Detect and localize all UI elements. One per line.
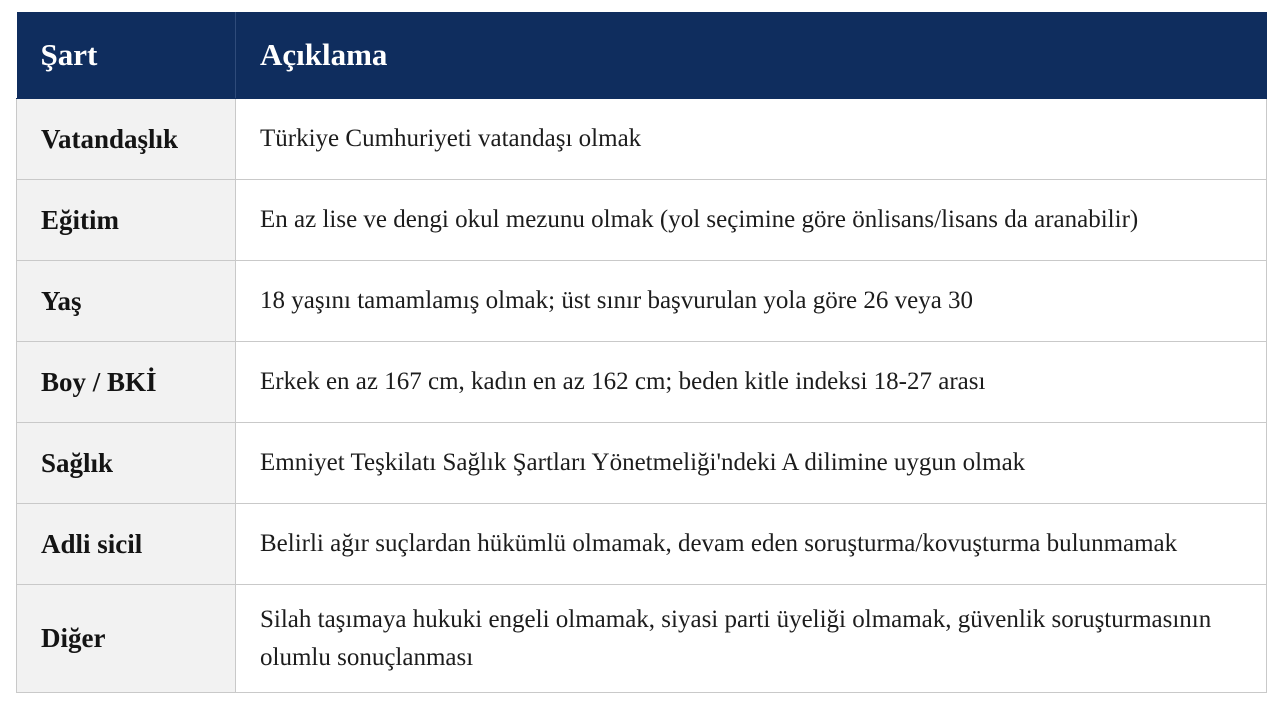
- table-body: [17, 99, 1267, 693]
- row-description: Erkek en az 167 cm, kadın en az 162 cm; beden kitle indeksi 18-27 arası: [236, 342, 1267, 423]
- row-label: Boy / BKİ: [17, 342, 236, 423]
- row-label: Diğer: [17, 585, 236, 693]
- row-label: Yaş: [17, 261, 236, 342]
- row-description: En az lise ve dengi okul mezunu olmak (yol seçimine göre önlisans/lisans da aranabilir): [236, 180, 1267, 261]
- row-description: Türkiye Cumhuriyeti vatandaşı olmak: [236, 99, 1267, 180]
- table-row: [17, 261, 1267, 342]
- header-condition: Şart: [17, 12, 236, 99]
- table-header: [17, 12, 1267, 99]
- row-label: Eğitim: [17, 180, 236, 261]
- row-label: Vatandaşlık: [17, 99, 236, 180]
- header-row: [17, 12, 1267, 99]
- table-row: [17, 585, 1267, 693]
- table-row: [17, 342, 1267, 423]
- header-description: Açıklama: [236, 12, 1267, 99]
- row-label: Sağlık: [17, 423, 236, 504]
- requirements-table-container: [16, 12, 1266, 693]
- row-label: Adli sicil: [17, 504, 236, 585]
- row-description: Silah taşımaya hukuki engeli olmamak, siyasi parti üyeliği olmamak, güvenlik soruşturmasının olumlu sonuçlanması: [236, 585, 1267, 693]
- table-row: [17, 504, 1267, 585]
- table-row: [17, 180, 1267, 261]
- row-description: Belirli ağır suçlardan hükümlü olmamak, devam eden soruşturma/kovuşturma bulunmamak: [236, 504, 1267, 585]
- row-description: Emniyet Teşkilatı Sağlık Şartları Yönetmeliği'ndeki A dilimine uygun olmak: [236, 423, 1267, 504]
- table-row: [17, 99, 1267, 180]
- row-description: 18 yaşını tamamlamış olmak; üst sınır başvurulan yola göre 26 veya 30: [236, 261, 1267, 342]
- table-row: [17, 423, 1267, 504]
- requirements-table: [16, 12, 1267, 693]
